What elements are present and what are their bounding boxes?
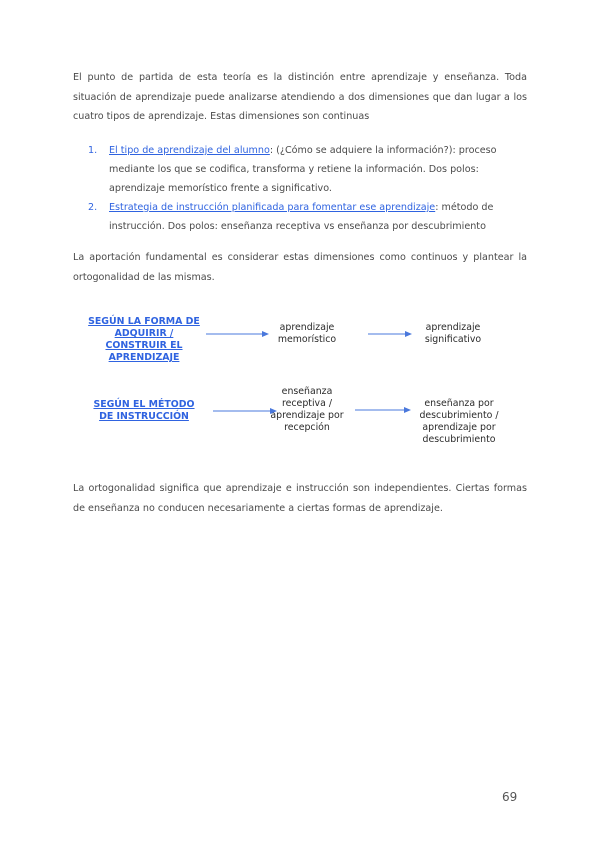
page-number: 69 bbox=[502, 790, 518, 804]
row2-label: SEGÚN EL MÉTODO DE INSTRUCCIÓN bbox=[93, 399, 195, 422]
list-item-text: : método de instrucción. Dos polos: enseñanza receptiva vs enseñanza por descubrimiento bbox=[109, 202, 494, 232]
paragraph-orthogonality: La ortogonalidad significa que aprendizaje e instrucción son independientes. Ciertas formas de enseñanza no conducen necesariamente a ciertas formas de aprendizaje. bbox=[73, 483, 527, 514]
row2-to-node: enseñanza por descubrimiento / aprendizaje por descubrimiento bbox=[419, 398, 499, 445]
row2-from-node: enseñanza receptiva / aprendizaje por recepción bbox=[270, 386, 344, 433]
list-item-text: : (¿Cómo se adquiere la información?): proceso mediante los que se codifica, transforma y retiene la información. Dos polos: aprendizaje memorístico frente a significativo. bbox=[109, 145, 497, 194]
row1-to-node: aprendizaje significativo bbox=[424, 322, 482, 345]
list-item-title: Estrategia de instrucción planificada para fomentar ese aprendizaje bbox=[109, 202, 436, 213]
paragraph-contribution: La aportación fundamental es considerar estas dimensiones como continuos y plantear la ortogonalidad de las mismas. bbox=[73, 252, 527, 283]
list-item-title: El tipo de aprendizaje del alumno bbox=[109, 145, 270, 156]
row1-from-node: aprendizaje memorístico bbox=[277, 322, 337, 345]
row1-label: SEGÚN LA FORMA DE ADQUIRIR / CONSTRUIR EL APRENDIZAJE bbox=[88, 316, 200, 363]
list-number: 1. bbox=[88, 145, 98, 156]
list-number: 2. bbox=[88, 202, 98, 213]
paragraph-intro: El punto de partida de esta teoría es la distinción entre aprendizaje y enseñanza. Toda situación de aprendizaje puede analizarse atendiendo a dos dimensiones que dan lugar a los cuatro tipos de aprendizaje. Estas dimensiones son continuas bbox=[73, 72, 527, 122]
